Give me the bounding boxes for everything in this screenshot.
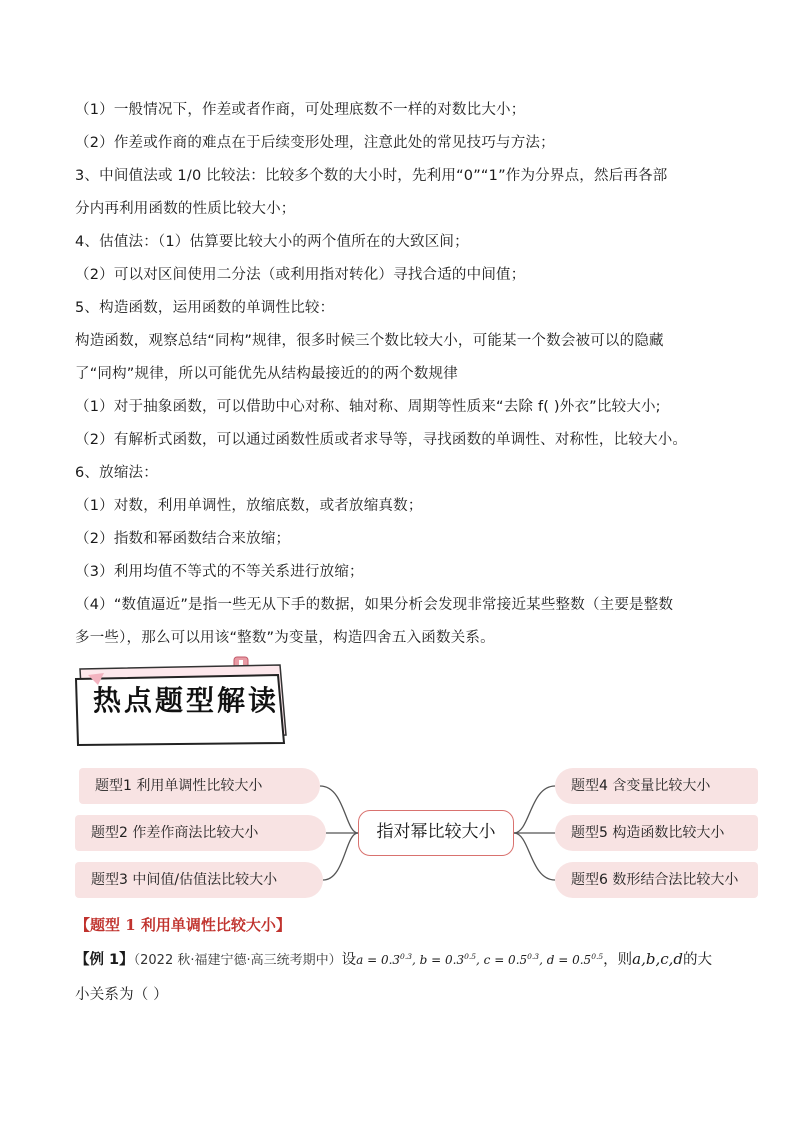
expr-c: $c = 0.5^{0.3}$: [483, 952, 540, 967]
expr-b: $b = 0.3^{0.5}$: [419, 952, 477, 967]
text-line-3: 3、中间值法或 1/0 比较法：比较多个数的大小时，先利用“0”“1”作为分界点，然后再各部: [75, 168, 668, 184]
mindmap-node-type2: 题型2 作差作商法比较大小: [75, 815, 326, 851]
section-title: 【题型 1 利用单调性比较大小】: [75, 916, 291, 934]
text-line-10: （1）对于抽象函数，可以借助中心对称、轴对称、周期等性质来“去除 f( )外衣”比较大小;: [75, 399, 661, 415]
example-source: （2022 秋·福建宁德·高三统考期中）: [133, 953, 342, 968]
text-line-5: 4、估值法：（1）估算要比较大小的两个值所在的大致区间；: [75, 234, 469, 250]
example-vars: a,b,c,d: [632, 950, 683, 968]
text-line-6: （2）可以对区间使用二分法（或利用指对转化）寻找合适的中间值；: [75, 267, 526, 283]
text-line-17: 多一些），那么可以用该“整数”为变量，构造四舍五入函数关系。: [75, 630, 495, 646]
text-line-12: 6、放缩法：: [75, 465, 158, 481]
example-prefix: 设: [341, 952, 357, 968]
mindmap-node-type5: 题型5 构造函数比较大小: [555, 815, 758, 851]
example-suffix: ，则: [603, 952, 633, 968]
mindmap-node-type4: 题型4 含变量比较大小: [555, 768, 758, 804]
example-tail: 的大: [682, 952, 712, 968]
text-line-9: 了“同构”规律，所以可能优先从结构最接近的的两个数规律: [75, 366, 458, 382]
text-line-4: 分内再利用函数的性质比较大小；: [75, 201, 296, 217]
example-label: 【例 1】: [75, 952, 134, 968]
text-line-8: 构造函数，观察总结“同构”规律，很多时候三个数比较大小，可能某一个数会被可以的隐藏: [75, 333, 664, 349]
text-line-13: （1）对数，利用单调性，放缩底数，或者放缩真数；: [75, 498, 423, 514]
expr-d: $d = 0.5^{0.5}$: [546, 952, 604, 967]
text-line-16: （4）“数值逼近”是指一些无从下手的数据，如果分析会发现非常接近某些整数（主要是整数: [75, 597, 674, 613]
text-line-11: （2）有解析式函数，可以通过函数性质或者求导等，寻找函数的单调性、对称性，比较大小。: [75, 432, 688, 448]
text-line-7: 5、构造函数，运用函数的单调性比较：: [75, 300, 335, 316]
example-line-2: 小关系为（ ）: [75, 987, 169, 1003]
mindmap-center-node: 指对幂比较大小: [358, 810, 514, 856]
text-line-14: （2）指数和幂函数结合来放缩；: [75, 531, 291, 547]
mindmap-node-type6: 题型6 数形结合法比较大小: [555, 862, 758, 898]
mindmap-node-type3: 题型3 中间值/估值法比较大小: [75, 862, 323, 898]
text-line-15: （3）利用均值不等式的不等关系进行放缩；: [75, 564, 364, 580]
expr-a: $a = 0.3^{0.3}$: [356, 952, 412, 967]
example-1: 【例 1】（2022 秋·福建宁德·高三统考期中）设$a = 0.3^{0.3}$, $b = 0.3^{0.5}$, $c = 0.5^{0.3}$, $d = 0.5^{0.5}$，则a,b,c,d的大: [75, 950, 712, 968]
banner-title: 热点题型解读: [92, 684, 279, 717]
text-line-2: （2）作差或作商的难点在于后续变形处理，注意此处的常见技巧与方法；: [75, 135, 555, 151]
text-line-1: （1）一般情况下，作差或者作商，可处理底数不一样的对数比大小；: [75, 102, 526, 118]
mindmap-node-type1: 题型1 利用单调性比较大小: [79, 768, 320, 804]
